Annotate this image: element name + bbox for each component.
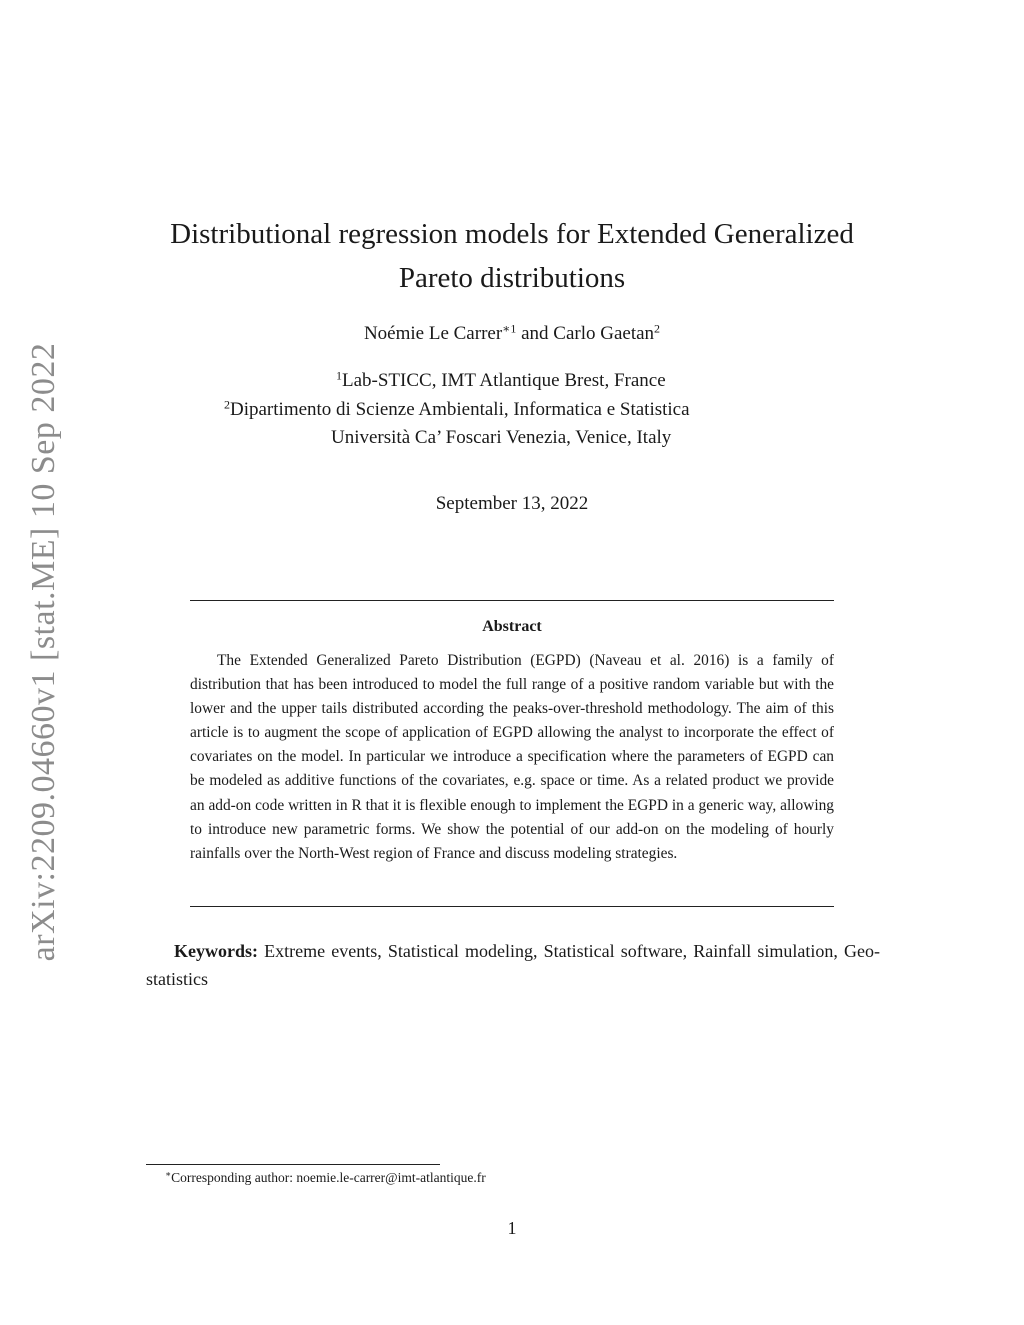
affiliation-2-mark: 2: [224, 397, 230, 412]
author-list: [0, 321, 1024, 347]
footnote-rule: [146, 1164, 440, 1165]
footnote: [165, 1168, 486, 1188]
author-2-name: Carlo Gaetan: [553, 323, 655, 344]
keywords-text: Extreme events, Statistical modeling, Statistical software, Rainfall simulation, Geo-statistics: [146, 941, 881, 989]
abstract-top-rule: [190, 600, 834, 601]
paper-title-line-1: Distributional regression models for Extended Generalized: [170, 218, 854, 250]
affiliation-1-mark: 1: [336, 368, 342, 383]
affiliation-2-text: Dipartimento di Scienze Ambientali, Informatica e Statistica: [230, 399, 690, 420]
keywords-paragraph: [146, 937, 880, 993]
author-connector: and: [516, 323, 554, 344]
abstract-heading: Abstract: [482, 618, 542, 635]
publication-date: September 13, 2022: [435, 493, 589, 514]
affiliation-2-continued: [331, 424, 671, 452]
author-1-name: Noémie Le Carrer: [363, 323, 503, 344]
abstract-body: The Extended Generalized Pareto Distribution (EGPD) (Naveau et al. 2016) is a family of distribution that has been introduced to model the full range of a positive random variable but with the lower and the upper tails distributed according the peaks-over-threshold methodology. The aim of this article is to augment the scope of application of EGPD allowing the analyst to incorporate the effect of covariates on the model. In particular we introduce a specification where the parameters of EGPD can be modeled as additive functions of the covariates, e.g. space or time. As a related product we provide an add-on code written in R that it is flexible enough to implement the EGPD in a generic way, allowing to introduce new parametric forms. We show the potential of our add-on on the modeling of hourly rainfalls over the North-West region of France and discuss modeling strategies.: [190, 652, 834, 862]
arxiv-identifier-stamp: arXiv:2209.04660v1 [stat.ME] 10 Sep 2022: [25, 342, 62, 962]
paper-title: [0, 212, 1024, 300]
affiliation-1-text: Lab-STICC, IMT Atlantique Brest, France: [342, 370, 666, 391]
footnote-mark: ∗: [165, 1169, 172, 1180]
affiliation-3-text: Università Ca’ Foscari Venezia, Venice, Italy: [331, 427, 672, 448]
author-2-marks: 2: [654, 321, 661, 336]
author-1-marks: ∗1: [502, 321, 517, 336]
page-number: 1: [507, 1218, 517, 1238]
affiliation-1: [336, 367, 666, 395]
footnote-text: Corresponding author: noemie.le-carrer@imt-atlantique.fr: [171, 1170, 486, 1185]
paper-title-line-2: Pareto distributions: [398, 262, 626, 294]
keywords-label: Keywords:: [174, 941, 258, 961]
abstract-bottom-rule: [190, 906, 834, 907]
affiliation-2: [224, 396, 690, 424]
